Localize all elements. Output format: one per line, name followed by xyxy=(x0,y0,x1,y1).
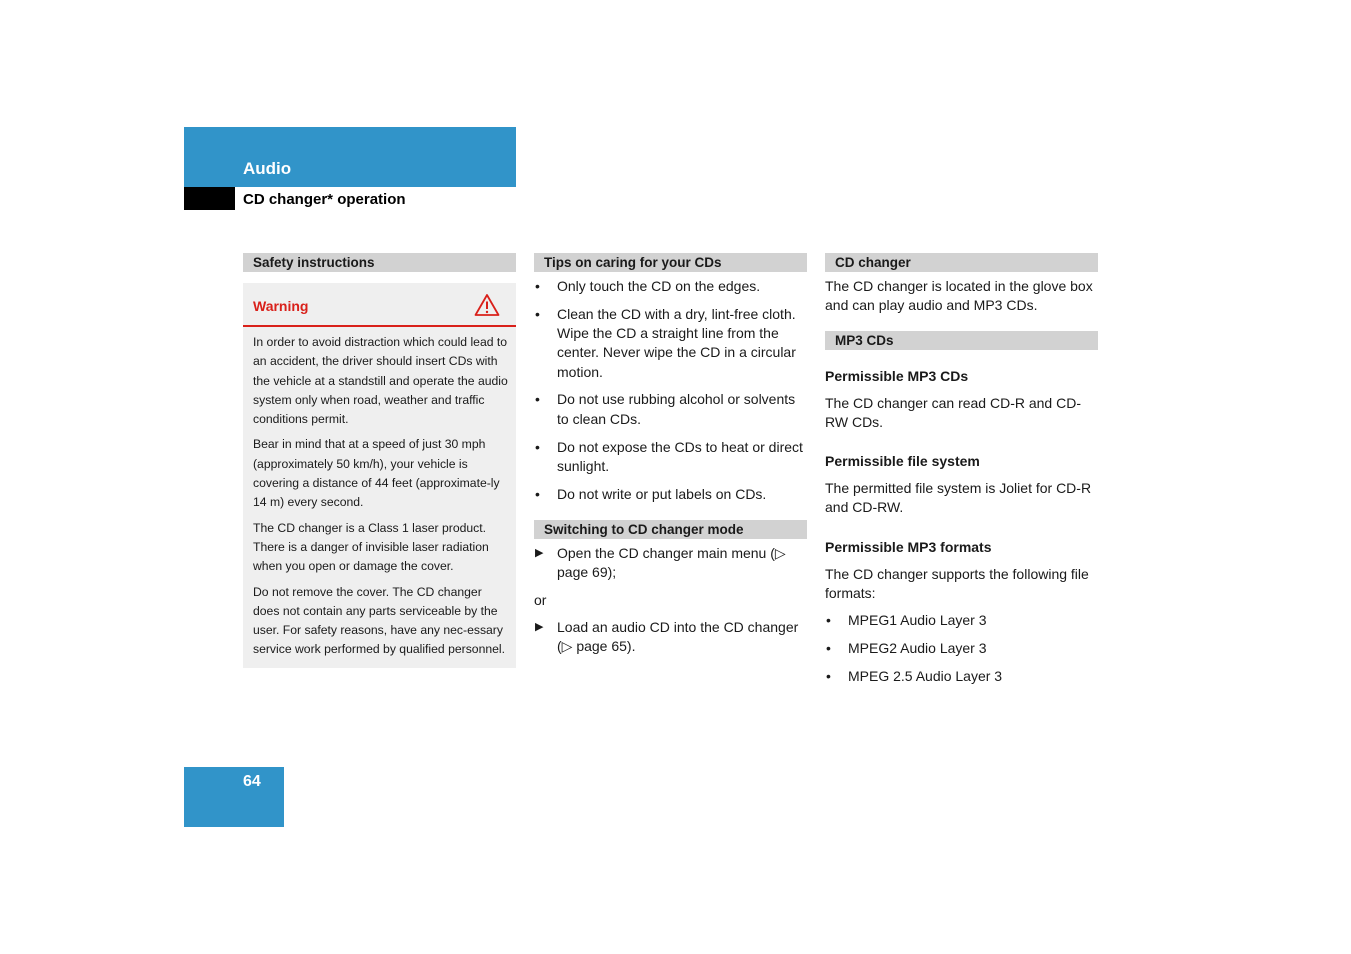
cd-changer-heading: CD changer xyxy=(825,253,1098,272)
page-subtitle: CD changer* operation xyxy=(243,191,406,208)
warning-paragraph: Bear in mind that at a speed of just 30 mph (approximately 50 km/h), your vehicle is covering a distance of 44 feet (approximate-ly 14 m) every second. xyxy=(253,437,500,510)
mp3-heading: MP3 CDs xyxy=(825,331,1098,350)
column-tips xyxy=(534,253,807,665)
list-item: • Clean the CD with a dry, lint-free cloth. Wipe the CD a straight line from the center. Never wipe the CD in a circular motion. xyxy=(535,305,796,380)
section-title: Audio xyxy=(243,159,292,178)
bullet: • xyxy=(826,640,831,657)
safety-heading: Safety instructions xyxy=(243,253,516,272)
section-marker xyxy=(184,187,235,210)
bullet: • xyxy=(826,612,831,629)
column-cd-changer xyxy=(825,253,1098,695)
file-system-text: The permitted file system is Joliet for CD-R and CD-RW. xyxy=(825,480,1092,516)
bullet: • xyxy=(535,391,540,408)
list-item: • Only touch the CD on the edges. xyxy=(534,277,807,296)
page-number-box xyxy=(184,767,284,827)
formats-list xyxy=(825,611,1098,686)
warning-label: Warning xyxy=(253,298,309,314)
list-item: • Do not use rubbing alcohol or solvents to clean CDs. xyxy=(535,391,796,427)
bullet: • xyxy=(535,438,540,455)
mp3-cds-text: The CD changer can read CD-R and CD-RW CDs. xyxy=(825,394,1081,430)
step-item: ▶ Load an audio CD into the CD changer (▷ page 65). xyxy=(535,618,799,655)
step-item: ▶ Open the CD changer main menu (▷ page 69); xyxy=(535,544,786,581)
tips-heading: Tips on caring for your CDs xyxy=(534,253,807,272)
list-item: • Do not expose the CDs to heat or direct sunlight. xyxy=(535,438,803,474)
list-item: • MPEG 2.5 Audio Layer 3 xyxy=(825,667,1098,686)
list-item: • MPEG1 Audio Layer 3 xyxy=(825,611,1098,630)
formats-title: Permissible MP3 formats xyxy=(825,538,992,555)
switching-heading: Switching to CD changer mode xyxy=(534,520,807,539)
bullet: • xyxy=(826,667,831,684)
warning-paragraph: Do not remove the cover. The CD changer does not contain any parts serviceable by the user. For safety reasons, have any nec-essary service work performed by qualified personnel. xyxy=(253,584,505,657)
warning-header xyxy=(243,283,516,327)
list-item: • MPEG2 Audio Layer 3 xyxy=(825,639,1098,658)
cd-changer-text: The CD changer is located in the glove box and can play audio and MP3 CDs. xyxy=(825,278,1093,314)
list-item: • Do not write or put labels on CDs. xyxy=(534,485,807,504)
or-text: or xyxy=(534,591,547,608)
warning-triangle-icon xyxy=(474,293,500,317)
mp3-cds-title: Permissible MP3 CDs xyxy=(825,367,969,384)
step-arrow-icon: ▶ xyxy=(535,546,544,559)
tips-list xyxy=(534,277,807,504)
switching-steps-alt xyxy=(534,618,807,657)
column-safety xyxy=(243,253,516,668)
bullet: • xyxy=(535,305,540,322)
warning-paragraph: The CD changer is a Class 1 laser product. There is a danger of invisible laser radiation when you open or damage the cover. xyxy=(253,520,489,574)
bullet: • xyxy=(535,485,540,502)
step-arrow-icon: ▶ xyxy=(535,620,544,633)
warning-body xyxy=(243,327,516,668)
formats-text: The CD changer supports the following file formats: xyxy=(825,565,1089,602)
bullet: • xyxy=(535,278,540,294)
header-bar xyxy=(184,127,516,187)
warning-box xyxy=(243,283,516,668)
switching-steps xyxy=(534,544,807,583)
warning-paragraph: In order to avoid distraction which could lead to an accident, the driver should insert CDs with the vehicle at a standstill and operate the audio system only when road, weather and traffic conditions permit. xyxy=(253,335,508,427)
page-number: 64 xyxy=(243,773,261,790)
file-system-title: Permissible file system xyxy=(825,453,980,470)
